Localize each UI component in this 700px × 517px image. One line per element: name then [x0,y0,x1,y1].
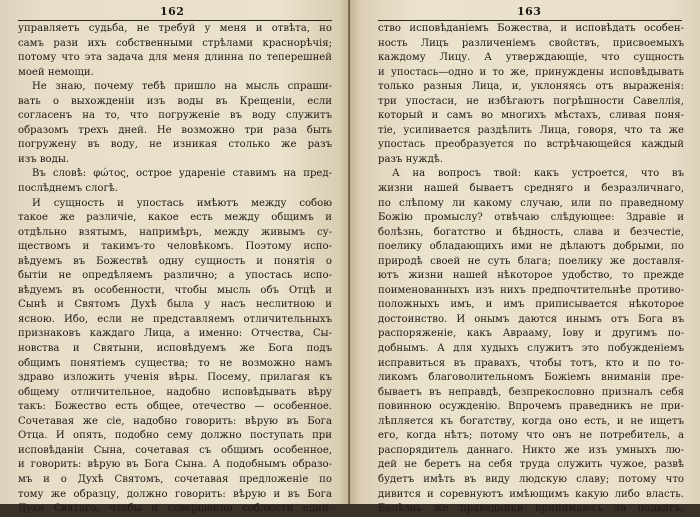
page-text [18,22,332,517]
text-line: ществомъ и такимъ-то человѣкомъ. Поэтому испо- [18,241,332,253]
text-line: Божію промыслу? отвѣчаю слѣдующее: Здравіе и [378,212,684,224]
text-line: только разныя Лица, и, уклоняясь отъ выраженія: [378,81,684,93]
text-line: по слѣпому ли какому случаю, или по праведному [378,197,684,209]
text-line: такое же различіе, какое есть между общимъ и [18,212,332,224]
text-line: дивится и соревнуютъ имѣющимъ какую либо власть. [378,488,684,500]
text-line: и упостась—одно и то же, принуждены исповѣдывать [378,66,684,78]
text-line: его, когда нѣтъ; потому что онъ не потребитель, а [378,430,684,442]
text-line: достоинство. И онымъ даются инымъ отъ Бога въ [378,313,684,325]
text-line: добнымъ. А для худыхъ служитъ это побужденіемъ [378,343,684,355]
text-line: новства и Святыни, исповѣдуемъ же Бога подъ [18,343,332,355]
text-line: Въ словѣ: φώτος, острое удареніе ставимъ на пред- [32,168,332,180]
text-line: разъ нуждѣ. [378,153,444,165]
text-line: признаковъ каждаго Лица, а именно: Отчества, Сы- [18,328,332,340]
text-line: Не знаю, почему тебѣ пришло на мысль спраши- [32,81,332,93]
text-line: такъ: Божество есть общее, отечество — особенное. [18,401,332,413]
text-line: ликомъ благоволительномъ Божіемъ вниманіи пре- [378,372,684,384]
text-line: изъ воды. [18,153,70,165]
text-line: образомъ трехъ дней. Не возможно три раза быть [18,124,332,136]
text-line: который и самъ во многихъ мѣстахъ, сливая поня- [378,110,684,122]
text-line: ясною. Ибо, если не представляемъ отличительныхъ [18,313,332,325]
text-line: моей немощи. [18,66,94,78]
text-line: бытіи не опредѣляемъ различно; а упостась испо- [18,270,332,282]
text-line: и говорить: вѣрую въ Бога Сына. А подобнымъ образо- [18,459,332,471]
text-line: Отца. И опять, подобно сему должно поступать при [18,430,332,442]
text-line: распоряженіе, какъ Аврааму, Іову и другимъ по- [378,328,684,340]
text-line: упостась преобразуется по встрѣчающейся каждый [378,139,684,151]
text-line: повинною осужденію. Впрочемъ праведникъ не при- [378,401,684,413]
text-line: поелику обладающихъ ими не дѣлаютъ добрыми, по [378,241,684,253]
text-line: тіе, усиливается раздѣлить Лица, говоря, что та же [378,124,684,136]
text-line: общимъ понятіемъ существа; то не возможно намъ [18,357,332,369]
text-line: Сочетавая же сіе, надобно говорить: вѣрую въ Бога [18,415,332,427]
text-line: погружену въ воду, не изникая столько же разъ [18,139,332,151]
page-text [378,22,684,517]
text-line: ство исповѣданіемъ Божества, и исповѣдать особен- [378,23,684,34]
text-line: Болѣзнь же праведники принимаютъ за подвигъ, [378,503,684,515]
text-line: здраво изложить ученія вѣры. Посему, прилагая къ [18,372,332,384]
right-page [350,0,700,515]
text-line: распорядитель даннаго. Никто же изъ умныхъ лю- [378,444,684,456]
text-line: согласенъ на то, что погруженіе въ воду служитъ [18,110,332,122]
text-line: управляетъ судьба, не требуй у меня и отвѣта, но [18,23,332,34]
text-line: три упостаси, не избѣгаютъ погрѣшности Савеллія, [378,95,684,107]
text-line: лѣпляется къ богатству, когда оно есть, и не ищетъ [378,415,684,427]
text-line: общему отличительное, надобно исповѣдывать вѣру [18,386,332,398]
text-line: вать о выхожденіи изъ воды въ Крещеніи, если [18,95,332,107]
text-line: природѣ своей не суть блага; поелику же доставля- [378,255,684,267]
text-line: дей не беретъ на себя труда служить чужое, развѣ [378,459,684,471]
text-line: потому что эта задача для меня длинна по теперешней [18,52,332,64]
page-number: 162 [160,5,185,18]
text-line: положныхъ имъ, и имъ приписывается нѣкоторое [378,299,684,311]
text-line: ность Лицъ различеніемъ свойствъ, присвоемыхъ [378,37,684,49]
text-line: А на вопросъ твой: какъ устроется, что въ [392,168,684,180]
text-line: ютъ жизни нашей нѣкоторое удобство, то прежде [378,270,684,282]
text-line: Духа Святаго, чтобы и совершенно соблюсти един- [18,503,332,515]
text-line: мъ и о Духѣ Святомъ, сочетавая предложеніе по [18,473,332,485]
text-line: жизни нашей бываетъ средняго и безразличнаго, [378,183,684,195]
text-line: тому же образцу, должно говорить: вѣрую и въ Бога [18,488,332,500]
text-line: исповѣданіи Сына, сочетавая съ общимъ особенное, [18,444,332,456]
text-line: Сынѣ и Святомъ Духѣ была у насъ неслитною и [18,299,332,311]
text-line: поименованныхъ изъ нихъ предпочтительнѣе противо- [378,284,684,296]
text-line: вѣдуемъ въ Божествѣ одну сущность и понятія о [18,255,332,267]
text-line: исправиться въ правахъ, чтобы тотъ, кто и по то- [378,357,684,369]
header-rule [18,20,332,21]
text-line: будетъ имѣть въ виду людскую славу; потому что [378,473,684,485]
text-line: бываетъ въ неправдѣ, безпрекословно призналъ себя [378,386,684,398]
text-line: каждому Лицу. А утверждающіе, что сущность [378,52,684,64]
text-line: болѣзнь, богатство и бѣдность, слава и безчестіе, [378,226,684,238]
text-line: самъ рази ихъ собственными стрѣлами краснорѣчія; [18,37,332,49]
text-line: И сущность и упостась имѣютъ между собою [32,197,332,209]
header-rule [378,20,682,21]
text-line: вѣдуемъ въ особенности, чтобы мысль объ Отцѣ и [18,284,332,296]
text-line: отдѣльно взятымъ, напримѣръ, между живымъ су- [18,226,332,238]
text-line: послѣднемъ слогѣ. [18,183,119,195]
left-page [0,0,350,515]
page-number: 163 [517,5,542,18]
